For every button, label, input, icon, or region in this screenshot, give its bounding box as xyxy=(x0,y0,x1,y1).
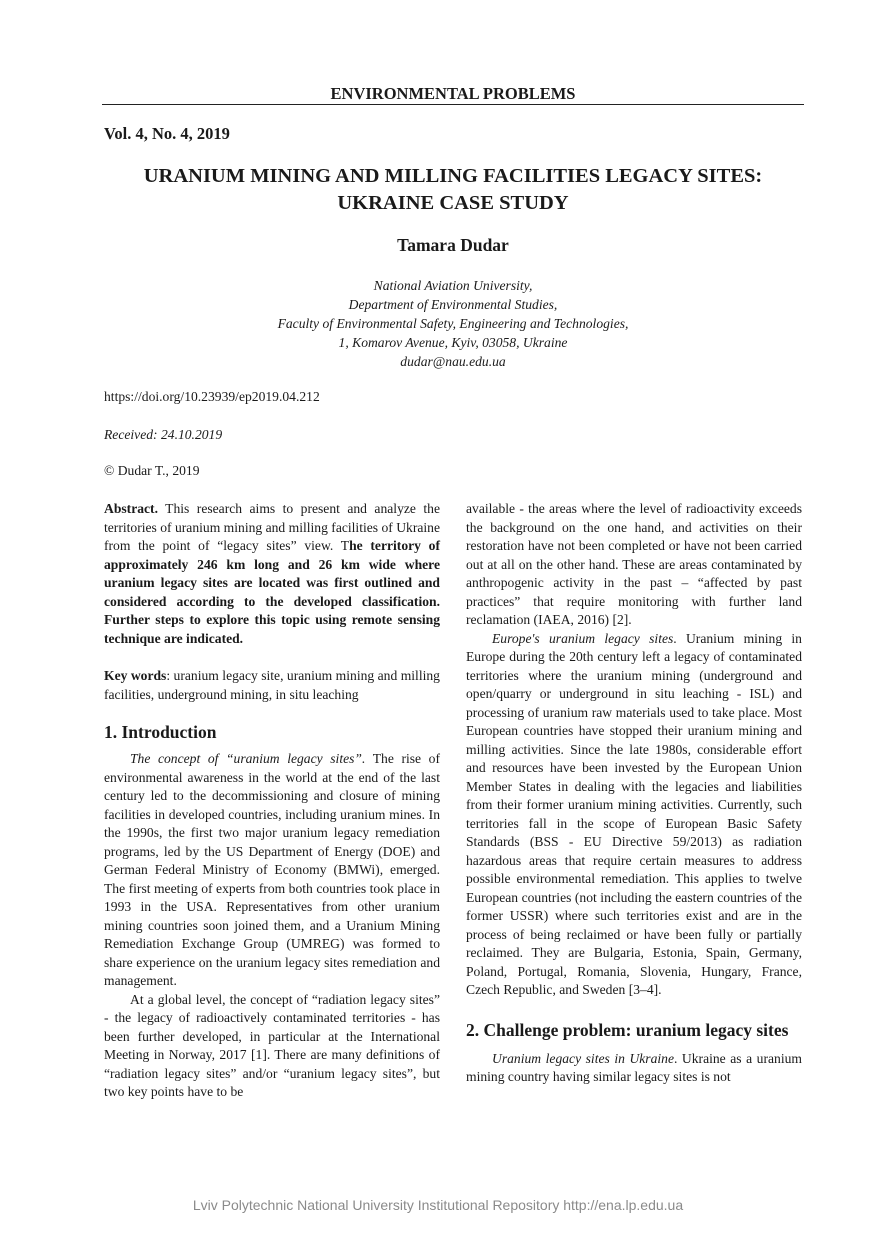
right-paragraph-2-text: . Uranium mining in Europe during the 20th century left a legacy of contaminated territories where the uranium mining (underground and open/quarry or underground in situ leaching - ISL) and processing of uranium raw materials used to take place. Most European countries have stopped their uranium mining and milling activities. Since the late 1980s, considerable effort and resources have been invested by the European Union Member States in dealing with the legacies and liabilities from their former uranium mining activities. Currently, such territories fall in the scope of European Basic Safety Standards (BSS - EU Directive 59/2013) as radiation hazardous areas that require certain measures to address possible environmental remediation. This applies to twelve European countries (not including the eastern countries of the former USSR) where such territories exist and are in the process of being reclaimed or have been fully or partially reclaimed. They are Bulgaria, Estonia, Spain, Germany, Poland, Portugal, Romania, Slovenia, Hungary, France, Czech Republic, and Sweden [3–4]. xyxy=(466,630,802,997)
right-column xyxy=(466,500,802,1087)
affiliation-line: Department of Environmental Studies, xyxy=(348,297,558,312)
doi-link[interactable]: https://doi.org/10.23939/ep2019.04.212 xyxy=(104,389,320,404)
affiliation-line: 1, Komarov Avenue, Kyiv, 03058, Ukraine xyxy=(338,335,568,350)
right-paragraph-3 xyxy=(466,1050,802,1087)
volume-info: Vol. 4, No. 4, 2019 xyxy=(104,124,230,143)
right-paragraph-3-text: . Ukraine as a uranium mining country having similar legacy sites is not xyxy=(466,1050,802,1084)
intro-paragraph-2: At a global level, the concept of “radiation legacy sites” - the legacy of radioactively contaminated territories - has been further developed, in particular at the International Meeting in Norway, 2017 [1]. There are many definitions of “radiation legacy sites” and/or “uranium legacy sites”, but two key points have to be xyxy=(104,991,440,1099)
header-rule xyxy=(102,104,804,105)
abstract-text-bold: he territory of approximately 246 km long and 26 km wide where uranium legacy sites are located was first outlined and considered according to the developed classification. Further steps to explore this topic using remote sensing technique are indicated. xyxy=(104,538,441,646)
author-email: dudar@nau.edu.ua xyxy=(400,354,506,369)
intro-paragraph-1-text: The rise of environmental awareness in the world at the end of the last century led to the decommissioning and closure of mining facilities in developed countries, including uranium mines. In the 1990s, the first two major uranium legacy remediation programs, led by the US Department of Energy (DOE) and German Federal Ministry of Economy (BMWi), emerged. The first meeting of experts from both countries took place in 1993 in the USA. Representatives from other uranium mining countries soon joined them, and a Uranium Mining Remediation Exchange Group (UMREG) was formed to share experience on the uranium legacy sites remediation and management. xyxy=(104,751,440,988)
keywords-text: : uranium legacy site, uranium mining and milling facilities, underground mining, in situ leaching xyxy=(104,668,440,702)
title-line-2: UKRAINE CASE STUDY xyxy=(337,192,569,214)
europe-subheading: Europe's uranium legacy sites xyxy=(492,630,674,646)
section-heading-challenge: 2. Challenge problem: uranium legacy sites xyxy=(466,1019,789,1040)
keywords-label: Key words xyxy=(104,668,167,683)
right-paragraph-1: available - the areas where the level of radioactivity exceeds the background on the one hand, and activities on their restoration have not been completed or have not been carried out at all on the other hand. These are areas contaminated by anthropogenic activity in the past – “affected by past practices” that require monitoring with further land reclamation (IAEA, 2016) [2]. xyxy=(466,501,802,627)
affiliation-line: National Aviation University, xyxy=(373,278,533,293)
abstract-text: This research aims to present and analyze the territories of uranium mining and milling facilities of Ukraine from the point of “legacy sites” view. T xyxy=(104,501,440,553)
repository-footer: Lviv Polytechnic National University Institutional Repository http://ena.lp.edu.ua xyxy=(192,1197,684,1213)
copyright-notice: © Dudar T., 2019 xyxy=(104,463,200,478)
ukraine-subheading: Uranium legacy sites in Ukraine xyxy=(492,1050,674,1066)
right-paragraph-2 xyxy=(466,630,802,1000)
abstract-label: Abstract. xyxy=(104,501,158,516)
affiliation-block xyxy=(102,276,804,371)
keywords xyxy=(104,667,440,704)
author-name: Tamara Dudar xyxy=(397,235,509,255)
title-line-1: URANIUM MINING AND MILLING FACILITIES LEGACY SITES: xyxy=(143,165,763,187)
received-date: Received: 24.10.2019 xyxy=(104,427,223,442)
journal-name: ENVIRONMENTAL PROBLEMS xyxy=(330,84,576,103)
abstract xyxy=(104,500,440,648)
affiliation-line: Faculty of Environmental Safety, Engineering and Technologies, xyxy=(277,316,629,331)
intro-paragraph-1 xyxy=(104,750,440,991)
article-title xyxy=(90,163,816,217)
section-heading-introduction: 1. Introduction xyxy=(104,722,217,742)
left-column xyxy=(104,500,440,1102)
intro-subheading: The concept of “uranium legacy sites”. xyxy=(130,751,366,766)
